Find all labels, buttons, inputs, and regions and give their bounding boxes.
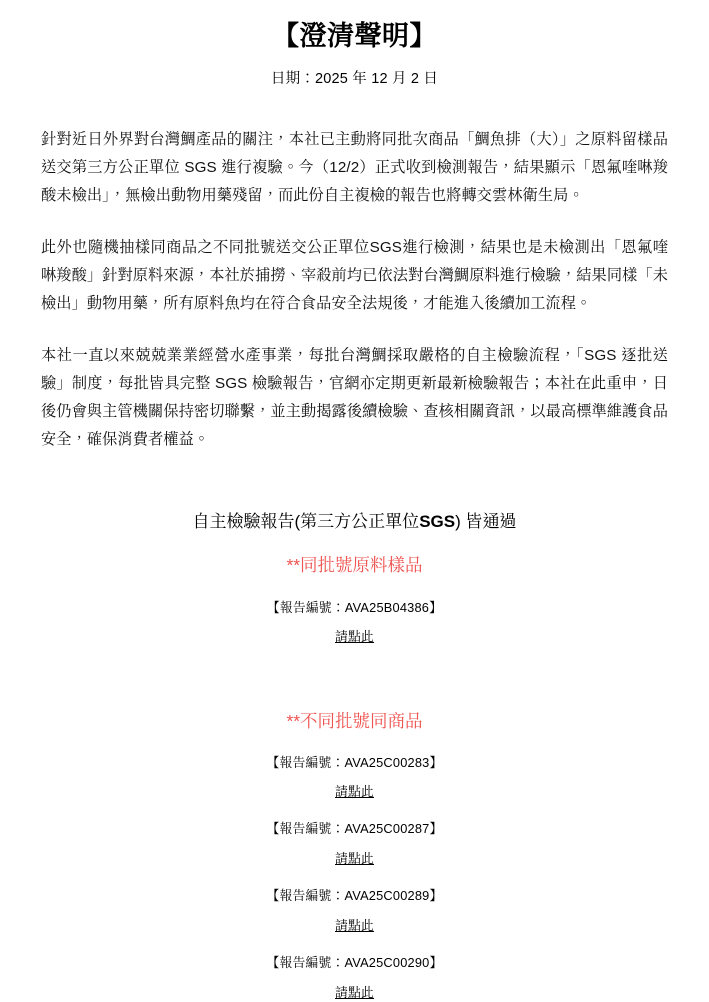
report-link[interactable]: 請點此 <box>335 984 374 1000</box>
reports-title-prefix: 自主檢驗報告(第三方公正單位 <box>192 511 420 531</box>
report-number: 【報告編號：AVA25C00283】 <box>266 754 443 770</box>
page-title: 【澄清聲明】 <box>272 21 437 51</box>
reports-section-title <box>0 509 709 535</box>
report-group-heading: **同批號原料樣品 <box>286 555 423 576</box>
statement-paragraph-3: 本社一直以來兢兢業業經營水產事業，每批台灣鯛採取嚴格的自主檢驗流程，「SGS 逐批送驗」制度，每批皆具完整 SGS 檢驗報告，官網亦定期更新最新檢驗報告；本社在此重申，日後仍會與主管機關保持密切聯繫，並主動揭露後續檢驗、查核相關資訊，以最高標準維護食品安全，確保消費者權益。 <box>41 346 668 448</box>
report-group-heading: **不同批號同商品 <box>286 711 423 732</box>
report-link[interactable]: 請點此 <box>335 629 374 645</box>
report-group-same-batch <box>0 534 709 646</box>
report-number: 【報告編號：AVA25B04386】 <box>266 599 443 615</box>
report-number: 【報告編號：AVA25C00290】 <box>266 955 443 970</box>
report-group-different-batch <box>0 646 709 1002</box>
report-link[interactable]: 請點此 <box>335 851 374 867</box>
report-link[interactable]: 請點此 <box>335 918 374 934</box>
document-date: 日期：2025 年 12 月 2 日 <box>270 70 439 87</box>
statement-paragraph-2: 此外也隨機抽樣同商品之不同批號送交公正單位SGS進行檢測，結果也是未檢測出「恩氟喹啉羧酸」針對原料來源，本社於捕撈、宰殺前均已依法對台灣鯛原料進行檢驗，結果同樣「未檢出」動物用藥，所有原料魚均在符合食品安全法規後，才能進入後續加工流程。 <box>41 238 668 312</box>
statement-paragraph-1: 針對近日外界對台灣鯛產品的關注，本社已主動將同批次商品「鯛魚排（大）」之原料留樣品送交第三方公正單位 SGS 進行複驗。今（12/2）正式收到檢測報告，結果顯示「恩氟喹啉羧酸未檢出」，無檢出動物用藥殘留，而此份自主複檢的報告也將轉交雲林衛生局。 <box>41 130 668 204</box>
reports-section <box>0 509 709 1002</box>
statement-body <box>0 126 709 454</box>
reports-title-sgs: SGS <box>419 511 456 531</box>
report-link[interactable]: 請點此 <box>335 784 374 800</box>
report-number: 【報告編號：AVA25C00287】 <box>266 821 443 837</box>
reports-title-suffix: ) 皆通過 <box>455 511 517 531</box>
report-number: 【報告編號：AVA25C00289】 <box>266 888 443 904</box>
